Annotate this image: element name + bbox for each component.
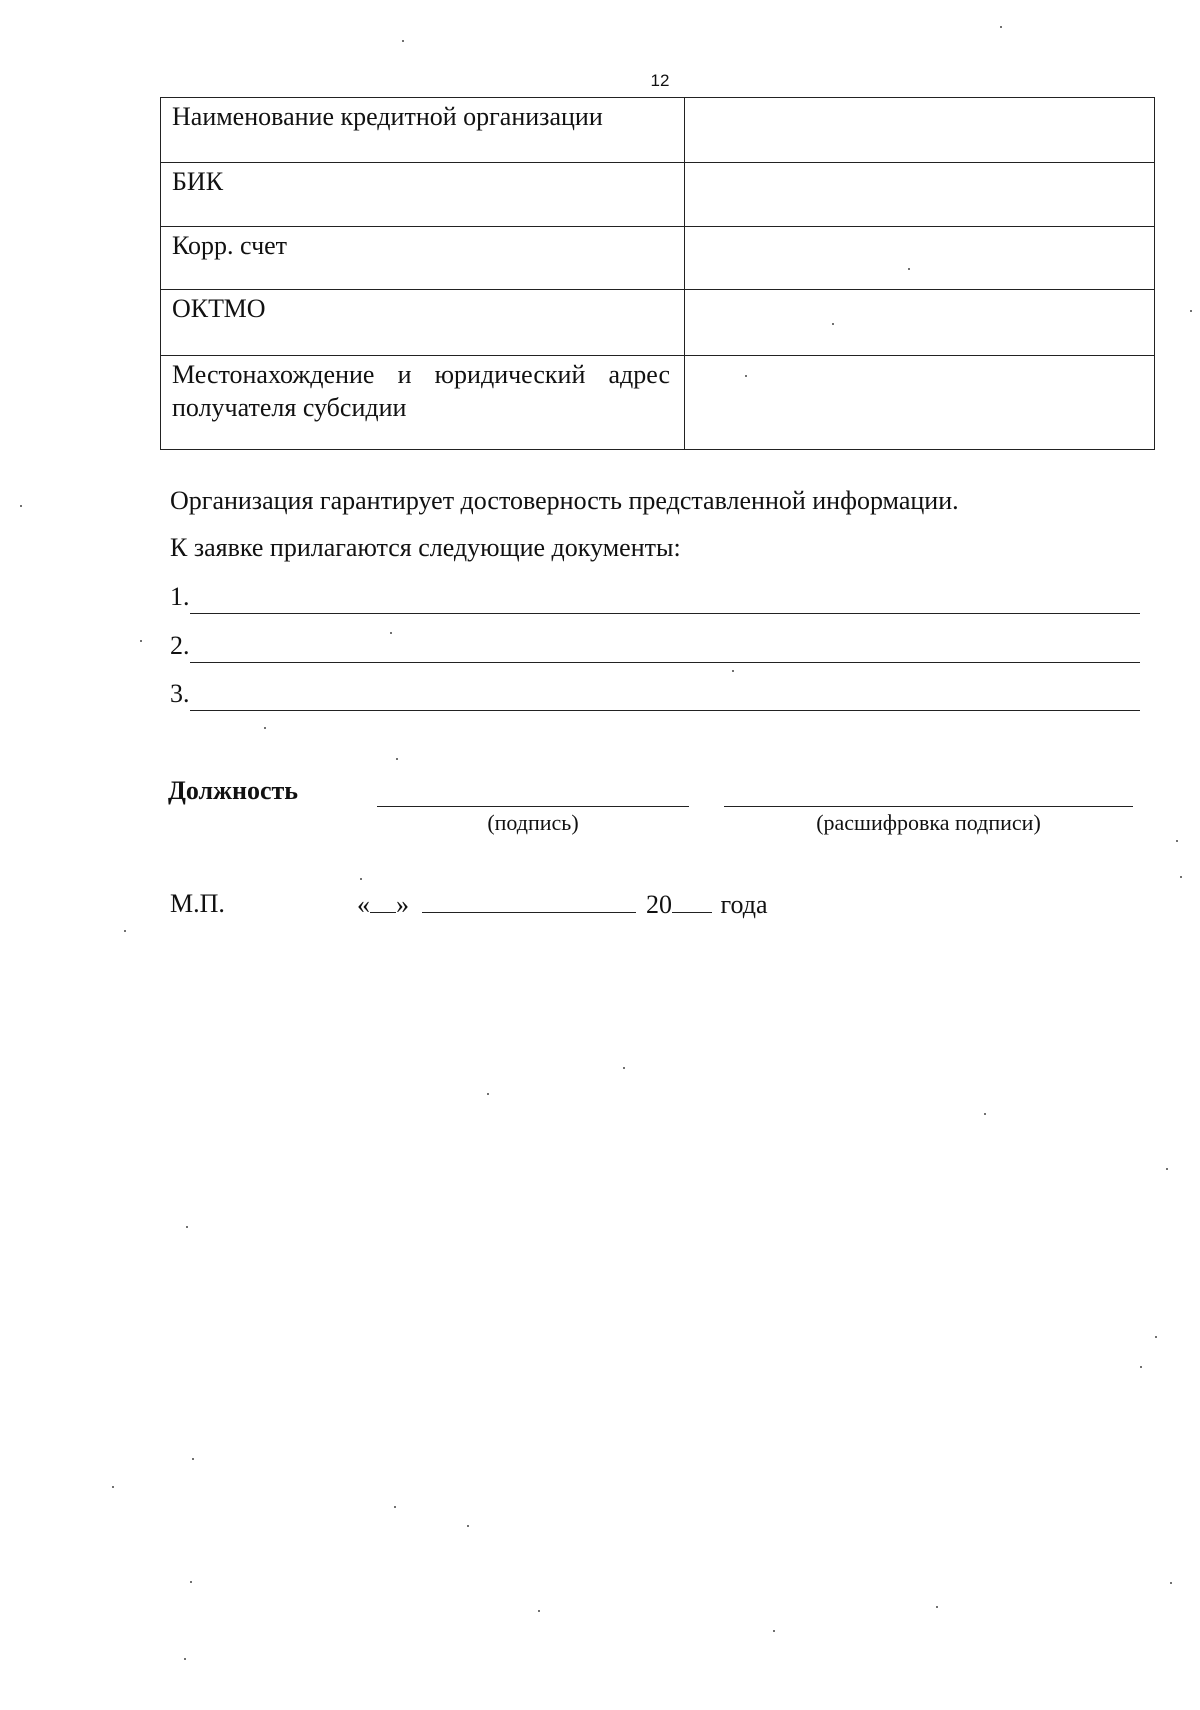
- attachments-intro: К заявке прилагаются следующие документы:: [170, 533, 681, 562]
- signature-line[interactable]: [377, 806, 689, 807]
- scan-speck: [1190, 310, 1192, 312]
- scan-speck: [402, 40, 404, 42]
- attachment-item: [170, 677, 1140, 711]
- scan-speck: [190, 1581, 192, 1583]
- scan-speck: [360, 878, 362, 880]
- scan-speck: [390, 632, 392, 634]
- table-label-cell: Корр. счет: [161, 227, 685, 290]
- attachment-number: 2.: [170, 631, 190, 660]
- table-value-cell[interactable]: [685, 98, 1155, 163]
- attachment-blank-line[interactable]: [190, 613, 1140, 614]
- signature-decoding-line[interactable]: [724, 806, 1133, 807]
- scan-speck: [773, 1630, 775, 1632]
- scan-speck: [1170, 1582, 1172, 1584]
- quote-open: «: [357, 890, 370, 919]
- position-label: Должность: [168, 776, 299, 805]
- scan-speck: [1155, 1336, 1157, 1338]
- attachment-blank-line[interactable]: [190, 710, 1140, 711]
- scan-speck: [140, 640, 142, 642]
- scan-speck: [467, 1525, 469, 1527]
- scan-speck: [20, 505, 22, 507]
- signature-decoding-caption: (расшифровка подписи): [816, 810, 1041, 835]
- scan-speck: [1000, 26, 1002, 28]
- scan-speck: [984, 1113, 986, 1115]
- table-row: [161, 163, 1155, 227]
- scan-speck: [908, 268, 910, 270]
- table-value-cell[interactable]: [685, 290, 1155, 356]
- scan-speck: [186, 1226, 188, 1228]
- scan-speck: [732, 670, 734, 672]
- quote-close: »: [396, 890, 409, 919]
- attachment-item: [170, 580, 1140, 614]
- table-label-cell: Местонахождение и юридический адрес получателя субсидии: [161, 356, 685, 450]
- scan-speck: [124, 930, 126, 932]
- scan-speck: [112, 1486, 114, 1488]
- table-value-cell[interactable]: [685, 227, 1155, 290]
- bank-details-table: [160, 97, 1155, 450]
- scan-speck: [1166, 1168, 1168, 1170]
- scan-speck: [487, 1093, 489, 1095]
- signature-caption: (подпись): [487, 810, 579, 835]
- table-row: [161, 290, 1155, 356]
- scan-speck: [264, 727, 266, 729]
- table-row: [161, 227, 1155, 290]
- year-suffix: года: [720, 890, 768, 919]
- scan-speck: [394, 1506, 396, 1508]
- scan-speck: [1180, 876, 1182, 878]
- attachment-blank-line[interactable]: [190, 662, 1140, 663]
- scan-speck: [184, 1658, 186, 1660]
- table-value-cell[interactable]: [685, 163, 1155, 227]
- table-label-cell: БИК: [161, 163, 685, 227]
- attachment-item: [170, 629, 1140, 663]
- attachment-number: 3.: [170, 679, 190, 708]
- year-blank[interactable]: [672, 888, 712, 913]
- table-label-cell: ОКТМО: [161, 290, 685, 356]
- scan-speck: [1140, 1366, 1142, 1368]
- page-number: 12: [650, 71, 670, 90]
- date-row: [357, 888, 768, 921]
- stamp-label: М.П.: [170, 889, 225, 918]
- scan-speck: [538, 1610, 540, 1612]
- scan-speck: [745, 375, 747, 377]
- attachment-number: 1.: [170, 582, 190, 611]
- year-prefix: 20: [646, 890, 672, 919]
- table-row: [161, 356, 1155, 450]
- guarantee-statement: Организация гарантирует достоверность представленной информации.: [170, 486, 959, 515]
- table-label-cell: Наименование кредитной организации: [161, 98, 685, 163]
- scan-speck: [832, 323, 834, 325]
- scan-speck: [192, 1458, 194, 1460]
- scan-speck: [396, 758, 398, 760]
- table-row: [161, 98, 1155, 163]
- scan-speck: [1176, 840, 1178, 842]
- table-value-cell[interactable]: [685, 356, 1155, 450]
- month-blank[interactable]: [422, 888, 636, 913]
- scan-speck: [936, 1606, 938, 1608]
- scan-speck: [623, 1067, 625, 1069]
- day-blank[interactable]: [370, 888, 396, 913]
